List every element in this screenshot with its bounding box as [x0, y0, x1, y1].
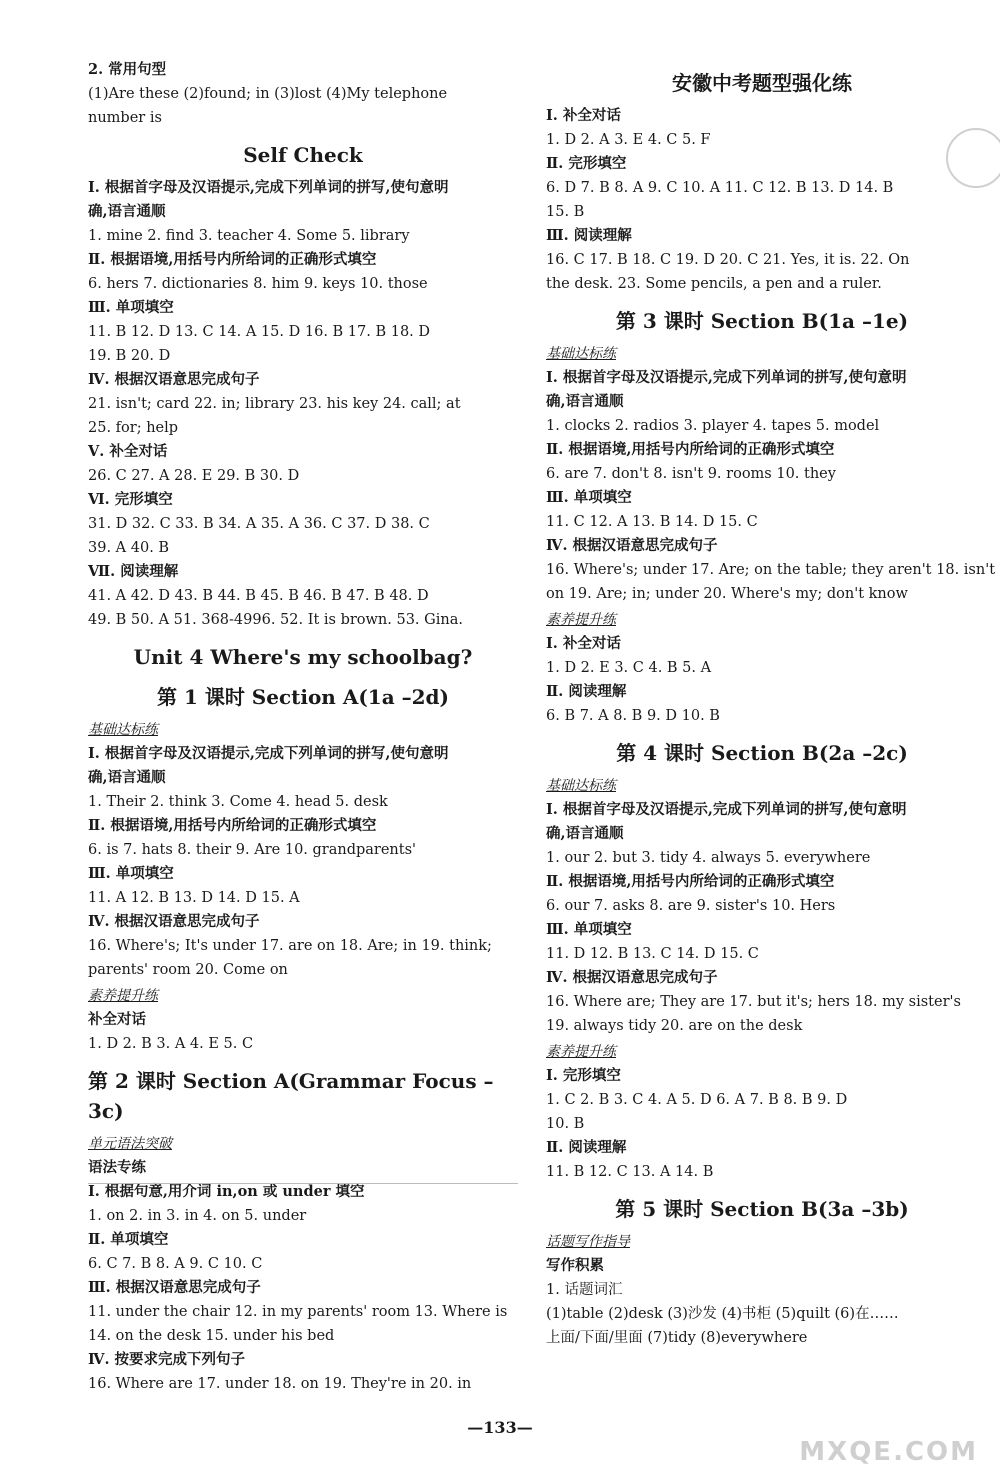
- answer-line: 6. our 7. asks 8. are 9. sister's 10. Hers: [546, 898, 836, 914]
- answer-line: 11. B 12. C 13. A 14. B: [546, 1164, 714, 1180]
- answer-line: 1. on 2. in 3. in 4. on 5. under: [88, 1208, 307, 1224]
- answer-line: 1. D 2. A 3. E 4. C 5. F: [546, 132, 711, 148]
- exercise-heading: Ⅰ. 根据首字母及汉语提示,完成下列单词的拼写,使句意明: [546, 369, 907, 386]
- section-title: 第 5 课时 Section B(3a –3b): [615, 1197, 909, 1221]
- exercise-heading: Ⅶ. 阅读理解: [88, 563, 179, 580]
- exercise-heading: 确,语言通顺: [88, 203, 166, 220]
- exercise-heading: Ⅰ. 完形填空: [546, 1067, 621, 1084]
- exercise-heading: Ⅱ. 单项填空: [88, 1231, 169, 1248]
- answer-line: 1. mine 2. find 3. teacher 4. Some 5. library: [88, 228, 410, 244]
- answer-line: 1. our 2. but 3. tidy 4. always 5. everywhere: [546, 850, 871, 866]
- exercise-heading: Ⅳ. 根据汉语意思完成句子: [546, 537, 718, 554]
- answer-line: 6. C 7. B 8. A 9. C 10. C: [88, 1256, 263, 1272]
- section-title: 第 2 课时 Section A(Grammar Focus –3c): [88, 1069, 494, 1123]
- answer-line: 11. under the chair 12. in my parents' room 13. Where is: [88, 1304, 508, 1320]
- exercise-heading: Ⅰ. 根据首字母及汉语提示,完成下列单词的拼写,使句意明: [546, 801, 907, 818]
- exercise-heading: Ⅰ. 根据首字母及汉语提示,完成下列单词的拼写,使句意明: [88, 745, 449, 762]
- subsection-label: 话题写作指导: [546, 1234, 630, 1250]
- exercise-heading: 2. 常用句型: [88, 61, 167, 78]
- answer-line: 19. always tidy 20. are on the desk: [546, 1018, 803, 1034]
- section-title: 安徽中考题型强化练: [672, 71, 852, 95]
- exercise-heading: 语法专练: [88, 1159, 146, 1176]
- exercise-heading: Ⅱ. 阅读理解: [546, 1139, 627, 1156]
- answer-line: 6. is 7. hats 8. their 9. Are 10. grandparents': [88, 842, 417, 858]
- exercise-heading: Ⅳ. 根据汉语意思完成句子: [88, 371, 260, 388]
- answer-line: 16. Where's; under 17. Are; on the table; they aren't 18. isn't: [546, 562, 996, 578]
- answer-line: 14. on the desk 15. under his bed: [88, 1328, 335, 1344]
- answer-line: 11. B 12. D 13. C 14. A 15. D 16. B 17. B 18. D: [88, 324, 431, 340]
- answer-line: 26. C 27. A 28. E 29. B 30. D: [88, 468, 300, 484]
- exercise-heading: 写作积累: [546, 1257, 604, 1274]
- answer-line: 6. D 7. B 8. A 9. C 10. A 11. C 12. B 13. D 14. B: [546, 180, 894, 196]
- exercise-heading: 确,语言通顺: [546, 825, 624, 842]
- exercise-heading: Ⅰ. 补全对话: [546, 635, 621, 652]
- answer-line: 39. A 40. B: [88, 540, 170, 556]
- answer-line: 49. B 50. A 51. 368-4996. 52. It is brown. 53. Gina.: [88, 612, 463, 628]
- exercise-heading: Ⅰ. 补全对话: [546, 107, 621, 124]
- subsection-label: 素养提升练: [88, 988, 158, 1004]
- answer-line: on 19. Are; in; under 20. Where's my; don't know: [546, 586, 908, 602]
- exercise-heading: Ⅲ. 阅读理解: [546, 227, 632, 244]
- exercise-heading: Ⅵ. 完形填空: [88, 491, 173, 508]
- exercise-heading: Ⅲ. 根据汉语意思完成句子: [88, 1279, 261, 1296]
- answer-line: 1. 话题词汇: [546, 1282, 623, 1298]
- answer-line: 10. B: [546, 1116, 585, 1132]
- answer-line: 11. C 12. A 13. B 14. D 15. C: [546, 514, 758, 530]
- subsection-label: 单元语法突破: [88, 1136, 172, 1152]
- exercise-heading: Ⅱ. 根据语境,用括号内所给词的正确形式填空: [546, 873, 835, 890]
- subsection-label: 素养提升练: [546, 612, 616, 628]
- answer-line: 6. B 7. A 8. B 9. D 10. B: [546, 708, 720, 724]
- section-title: Unit 4 Where's my schoolbag?: [133, 645, 473, 669]
- column-divider: [88, 1183, 518, 1184]
- answer-line: parents' room 20. Come on: [88, 962, 288, 978]
- answer-line: 19. B 20. D: [88, 348, 171, 364]
- exercise-heading: Ⅲ. 单项填空: [88, 299, 174, 316]
- answer-line: 1. D 2. E 3. C 4. B 5. A: [546, 660, 712, 676]
- section-title: 第 4 课时 Section B(2a –2c): [616, 741, 908, 765]
- answer-line: 1. Their 2. think 3. Come 4. head 5. desk: [88, 794, 388, 810]
- exercise-heading: Ⅱ. 完形填空: [546, 155, 627, 172]
- left-column: [88, 58, 518, 1396]
- stamp-icon: [946, 128, 1000, 188]
- right-column: [546, 58, 996, 1350]
- exercise-heading: Ⅳ. 按要求完成下列句子: [88, 1351, 246, 1368]
- exercise-heading: Ⅱ. 根据语境,用括号内所给词的正确形式填空: [546, 441, 835, 458]
- answer-line: 上面/下面/里面 (7)tidy (8)everywhere: [546, 1330, 808, 1346]
- answer-line: 21. isn't; card 22. in; library 23. his key 24. call; at: [88, 396, 461, 412]
- exercise-heading: 确,语言通顺: [546, 393, 624, 410]
- subsection-label: 基础达标练: [546, 346, 616, 362]
- answer-line: 1. clocks 2. radios 3. player 4. tapes 5. model: [546, 418, 880, 434]
- answer-line: 16. Where are; They are 17. but it's; hers 18. my sister's: [546, 994, 961, 1010]
- answer-line: 31. D 32. C 33. B 34. A 35. A 36. C 37. D 38. C: [88, 516, 430, 532]
- answer-line: 1. D 2. B 3. A 4. E 5. C: [88, 1036, 254, 1052]
- answer-line: 25. for; help: [88, 420, 179, 436]
- watermark-logo: MXQE.COM: [799, 1437, 978, 1467]
- exercise-heading: Ⅳ. 根据汉语意思完成句子: [88, 913, 260, 930]
- exercise-heading: Ⅰ. 根据首字母及汉语提示,完成下列单词的拼写,使句意明: [88, 179, 449, 196]
- page-number: —133—: [467, 1418, 533, 1437]
- section-title: 第 1 课时 Section A(1a –2d): [156, 685, 449, 709]
- exercise-heading: Ⅲ. 单项填空: [88, 865, 174, 882]
- answer-line: 41. A 42. D 43. B 44. B 45. B 46. B 47. B 48. D: [88, 588, 429, 604]
- answer-line: number is: [88, 110, 162, 126]
- exercise-heading: Ⅲ. 单项填空: [546, 489, 632, 506]
- exercise-heading: Ⅳ. 根据汉语意思完成句子: [546, 969, 718, 986]
- subsection-label: 基础达标练: [88, 722, 158, 738]
- exercise-heading: Ⅱ. 根据语境,用括号内所给词的正确形式填空: [88, 251, 377, 268]
- answer-line: (1)Are these (2)found; in (3)lost (4)My telephone: [88, 86, 448, 102]
- answer-line: 16. Where's; It's under 17. are on 18. Are; in 19. think;: [88, 938, 492, 954]
- exercise-heading: 补全对话: [88, 1011, 146, 1028]
- answer-line: 1. C 2. B 3. C 4. A 5. D 6. A 7. B 8. B 9. D: [546, 1092, 848, 1108]
- answer-line: 16. C 17. B 18. C 19. D 20. C 21. Yes, it is. 22. On: [546, 252, 910, 268]
- answer-line: 11. A 12. B 13. D 14. D 15. A: [88, 890, 300, 906]
- section-title: 第 3 课时 Section B(1a –1e): [615, 309, 909, 333]
- answer-line: the desk. 23. Some pencils, a pen and a ruler.: [546, 276, 882, 292]
- exercise-heading: Ⅰ. 根据句意,用介词 in,on 或 under 填空: [88, 1183, 365, 1200]
- answer-line: 16. Where are 17. under 18. on 19. They're in 20. in: [88, 1376, 472, 1392]
- answer-line: 6. hers 7. dictionaries 8. him 9. keys 10. those: [88, 276, 428, 292]
- subsection-label: 素养提升练: [546, 1044, 616, 1060]
- answer-line: 6. are 7. don't 8. isn't 9. rooms 10. they: [546, 466, 836, 482]
- section-title: Self Check: [243, 143, 363, 167]
- exercise-heading: Ⅴ. 补全对话: [88, 443, 168, 460]
- answer-line: 11. D 12. B 13. C 14. D 15. C: [546, 946, 759, 962]
- answer-line: 15. B: [546, 204, 585, 220]
- subsection-label: 基础达标练: [546, 778, 616, 794]
- exercise-heading: 确,语言通顺: [88, 769, 166, 786]
- answer-line: (1)table (2)desk (3)沙发 (4)书柜 (5)quilt (6)在……: [546, 1306, 899, 1322]
- exercise-heading: Ⅱ. 根据语境,用括号内所给词的正确形式填空: [88, 817, 377, 834]
- exercise-heading: Ⅲ. 单项填空: [546, 921, 632, 938]
- exercise-heading: Ⅱ. 阅读理解: [546, 683, 627, 700]
